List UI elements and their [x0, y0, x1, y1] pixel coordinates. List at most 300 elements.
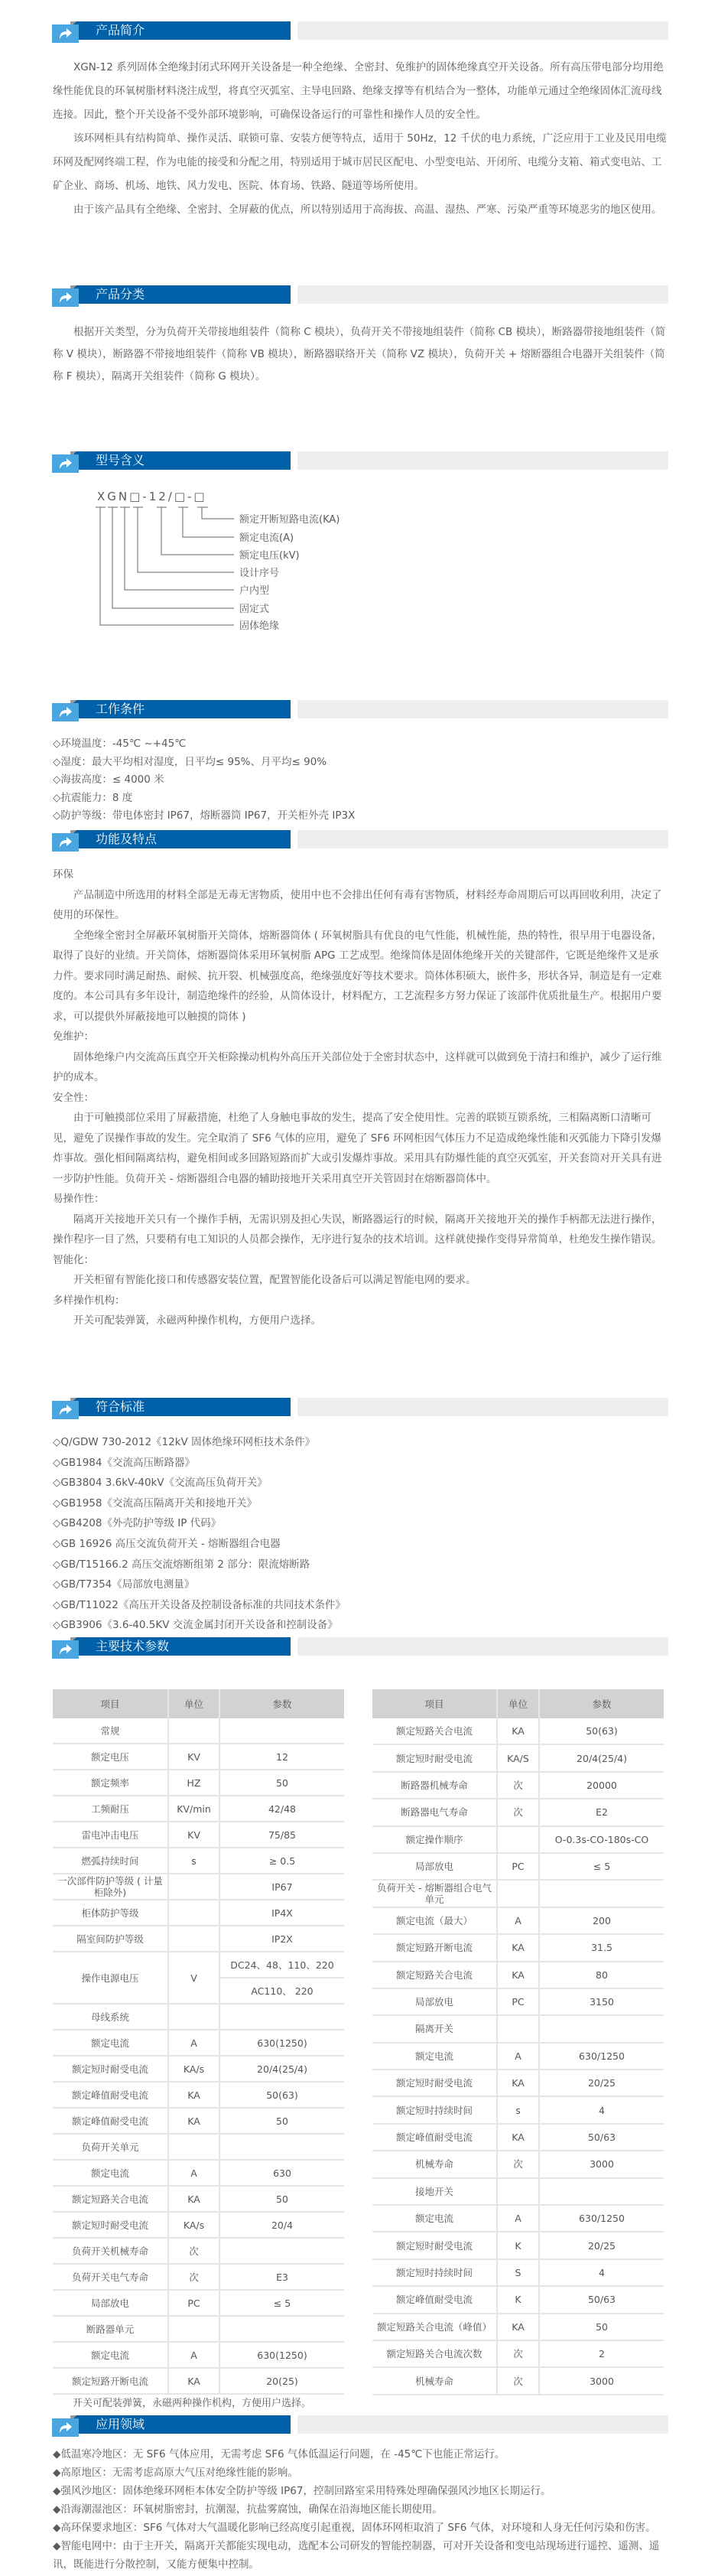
param-item: 额定频率 [53, 1770, 168, 1796]
section-header-intro [0, 21, 718, 44]
table-row [53, 2212, 344, 2238]
table-row [372, 1880, 664, 1907]
param-unit: V [168, 1952, 219, 2004]
col-header-unit: 单位 [168, 1689, 219, 1718]
param-unit: KV [168, 1822, 219, 1848]
filled-diamond-bullet-icon: ◆ [53, 2522, 61, 2534]
table-row [372, 1907, 664, 1934]
condition-item [53, 807, 668, 826]
feature-paragraph: 隔离开关接地开关只有一个操作手柄，无需识别及担心失误，断路器运行的时候，隔离开关接地开关的操作手柄都无法进行操作，操作程序一目了然，只要稍有电工知识的人员都会操作，无序进行复杂的技术培训。这样就使操作变得异常简单，杜绝发生操作错误。 [53, 1213, 662, 1246]
param-value: 20/25 [539, 2232, 664, 2258]
param-value: 31.5 [539, 1934, 664, 1961]
param-item: 母线系统 [53, 2004, 168, 2030]
param-value: 50 [219, 1770, 344, 1796]
table-row [372, 2259, 664, 2286]
param-unit: KA [168, 2108, 219, 2134]
param-item: 额定短路关合电流 [53, 2186, 168, 2212]
header-gray-bar [297, 700, 668, 718]
table-row [53, 1718, 344, 1744]
param-unit: A [497, 2205, 539, 2232]
standard-item [53, 1595, 668, 1616]
table-row [372, 2151, 664, 2177]
application-list [53, 2445, 668, 2574]
param-unit: KA/s [168, 2056, 219, 2082]
application-item [53, 2500, 668, 2519]
standard-item [53, 1513, 668, 1534]
standard-text: GB3906《3.6-40.5KV 交流金属封闭开关设备和控制设备》 [60, 1619, 338, 1632]
param-unit: KA [168, 2368, 219, 2394]
application-text: 高环保要求地区：SF6 气体对大气温暖化影响已经高度引起重视，固体环网柜取消了 SF6 气体，对环境和人身无任何污染和伤害。 [60, 2522, 656, 2534]
table-row [53, 2004, 344, 2030]
table-row [372, 1718, 664, 1744]
param-unit: KA [168, 2186, 219, 2212]
feature-paragraph: 全绝缘全密封全屏蔽环氧树脂开关筒体，熔断器筒体 ( 环氧树脂具有优良的电气性能，机械性能，热的特性，很早用于电器设备，取得了良好的业绩。开关筒体，熔断器筒体采用环氧树脂 APG 工艺成型。绝缘筒体是固体绝缘开关的关键部件，它既是绝缘件又是承力件。要求同时满足耐热、耐候、抗开裂、机械强度高，绝缘强度好等技术要求。筒体体积硕大，嵌件多，形状各异，制造是有一定难度的。本公司具有多年设计，制造绝缘件的经验，从筒体设计，材料配方，工艺流程多方努力保证了该部件优质批量生产。根据用户要求，可以提供外屏蔽接地可以触摸的筒体 ) [53, 929, 662, 1023]
params-note: 开关可配装弹簧，永磁两种操作机构，方便用户选择。 [73, 2398, 312, 2409]
table-row [372, 2124, 664, 2151]
application-item [53, 2519, 668, 2537]
param-unit: 次 [497, 2340, 539, 2367]
table-row [372, 2314, 664, 2340]
table-row [372, 2043, 664, 2070]
header-gray-bar [297, 451, 668, 470]
share-arrow-icon [52, 1401, 79, 1419]
param-value: 20/4(25/4) [539, 1744, 664, 1771]
param-value: 50/63 [539, 2124, 664, 2151]
intro-body [53, 56, 668, 222]
feature-heading: 环保 [53, 868, 73, 881]
condition-text: 海拔高度：≤ 4000 米 [60, 773, 164, 786]
param-value: AC110、 220 [219, 1978, 344, 2004]
param-item: 额定峰值耐受电流 [53, 2082, 168, 2108]
feature-paragraph: 产品制造中所选用的材料全部是无毒无害物质，使用中也不会排出任何有毒有害物质，材料经寿命周期后可以再回收利用，决定了使用的环保性。 [53, 888, 662, 921]
param-item: 柜体防护等级 [53, 1900, 168, 1926]
param-item: 额定短时耐受电流 [372, 2232, 497, 2258]
param-item: 额定峰值耐受电流 [53, 2108, 168, 2134]
section-header-model [0, 451, 718, 474]
condition-text: 环境温度：-45℃ ~+45℃ [60, 738, 187, 750]
table-row [53, 1796, 344, 1822]
application-text: 沿海潮湿池区：环氧树脂密封，抗潮湿，抗盐雾腐蚀，确保在沿海地区能长期使用。 [60, 2503, 443, 2516]
condition-text: 抗震能力：8 度 [60, 791, 133, 804]
standard-item [53, 1493, 668, 1514]
param-unit [168, 2316, 219, 2342]
table-row [372, 1826, 664, 1853]
param-item: 额定操作顺序 [372, 1826, 497, 1853]
param-unit: PC [168, 2290, 219, 2316]
param-unit: 次 [168, 2238, 219, 2264]
condition-item [53, 735, 668, 754]
param-value [219, 2134, 344, 2160]
param-value: 20000 [539, 1772, 664, 1799]
filled-diamond-bullet-icon: ◆ [53, 2485, 61, 2497]
col-header-unit: 单位 [497, 1689, 539, 1718]
param-value: 50 [219, 2186, 344, 2212]
param-value: 80 [539, 1962, 664, 1988]
param-value: 12 [219, 1744, 344, 1770]
section-title: 主要技术参数 [96, 1639, 170, 1653]
model-label: 设计序号 [239, 568, 280, 579]
feature-paragraph: 开关柜留有智能化接口和传感器安装位置，配置智能化设备后可以满足智能电网的要求。 [73, 1274, 476, 1286]
param-value: ≤ 5 [219, 2290, 344, 2316]
param-item: 额定短时耐受电流 [53, 2056, 168, 2082]
standard-text: GB4208《外壳防护等级 IP 代码》 [60, 1517, 222, 1530]
section-header-standards [0, 1398, 718, 1421]
param-item: 隔离开关 [372, 2015, 497, 2042]
table-row [372, 1962, 664, 1988]
application-text: 强风沙地区：固体绝缘环网柜本体安全防护等级 IP67，控制回路室采用特殊处理确保强风沙地区长期运行。 [60, 2485, 551, 2497]
param-value: 20/25 [539, 2070, 664, 2096]
param-value: 50 [539, 2314, 664, 2340]
param-item: 额定电压 [53, 1744, 168, 1770]
table-row [53, 1822, 344, 1848]
model-label: 额定电压(kV) [239, 550, 300, 562]
param-unit: KA [497, 2070, 539, 2096]
param-item: 局部放电 [53, 2290, 168, 2316]
diamond-bullet-icon: ◇ [53, 1578, 61, 1591]
param-unit: KA [497, 2124, 539, 2151]
model-label: 额定开断短路电流(KA) [239, 514, 340, 526]
param-value: E3 [219, 2264, 344, 2290]
section-header-features [0, 830, 718, 853]
param-item: 额定短时耐受电流 [372, 2070, 497, 2096]
standard-item [53, 1534, 668, 1555]
param-unit: PC [497, 1853, 539, 1880]
table-row [53, 1874, 344, 1900]
share-arrow-icon [52, 833, 79, 852]
section-title: 工作条件 [96, 702, 145, 716]
param-value: 630(1250) [219, 2030, 344, 2056]
param-unit: 次 [497, 1799, 539, 1825]
param-item: 额定短时耐受电流 [372, 1744, 497, 1771]
param-item: 额定短时耐受电流 [53, 2212, 168, 2238]
feature-paragraph: 由于可触摸部位采用了屏蔽措施，杜绝了人身触电事故的发生，提高了安全使用性。完善的联锁互锁系统，三相隔离断口清晰可见，避免了误操作事故的发生。完全取消了 SF6 气体的应用，避免了 SF6 环网柜因气体压力不足造成绝缘性能和灭弧能力下降引发爆炸事故。强化相间隔离结构，避免相间或多回路短路而扩大或引发爆炸事故。采用具有防爆性能的真空灭弧室，开关套筒对开关具有进一步防护性能。负荷开关 - 熔断器组合电器的辅助接地开关采用真空开关管固封在熔断器筒体中。 [53, 1112, 662, 1185]
diamond-bullet-icon: ◇ [53, 809, 61, 822]
feature-heading: 多样操作机构： [53, 1294, 125, 1307]
param-value: 3000 [539, 2151, 664, 2177]
param-item: 局部放电 [372, 1853, 497, 1880]
param-value: DC24、48、110、220 [219, 1952, 344, 1978]
standard-text: GB1958《交流高压隔离开关和接地开关》 [60, 1496, 257, 1509]
diamond-bullet-icon: ◇ [53, 755, 61, 768]
param-unit: KA [497, 1962, 539, 1988]
param-value: 42/48 [219, 1796, 344, 1822]
param-item: 额定短路关合电流次数 [372, 2340, 497, 2367]
header-gray-bar [297, 2415, 668, 2434]
param-item: 额定电流 [372, 2043, 497, 2070]
model-label: 固体绝缘 [239, 620, 280, 632]
param-unit: 次 [168, 2264, 219, 2290]
param-value: ≥ 0.5 [219, 1848, 344, 1874]
standard-item [53, 1615, 668, 1636]
param-value [219, 2316, 344, 2342]
param-unit: KA [497, 2314, 539, 2340]
table-row [372, 2178, 664, 2205]
param-unit: KA/s [168, 2212, 219, 2238]
param-unit [497, 2178, 539, 2205]
param-value: 630/1250 [539, 2043, 664, 2070]
param-unit [497, 2015, 539, 2042]
param-value: 75/85 [219, 1822, 344, 1848]
param-item: 局部放电 [372, 1988, 497, 2015]
intro-paragraph: 该环网柜具有结构简单、操作灵活、联锁可靠、安装方便等特点，适用于 50Hz，12 千伏的电力系统，广泛应用于工业及民用电缆环网及配网终端工程，作为电能的接受和分配之用，特别适用于城市居民区配电、小型变电站、开闭所、电缆分支箱、箱式变电站、工矿企业、商场、机场、地铁、风力发电、医院、体育场、铁路、隧道等场所使用。 [53, 132, 667, 192]
diamond-bullet-icon: ◇ [53, 791, 61, 804]
share-arrow-icon [52, 454, 79, 473]
diamond-bullet-icon: ◇ [53, 773, 61, 786]
application-item [53, 2464, 668, 2482]
param-unit [497, 1826, 539, 1853]
param-item: 负荷开关 - 熔断器组合电气单元 [372, 1880, 497, 1907]
param-value [539, 1880, 664, 1907]
param-item: 额定峰值耐受电流 [372, 2124, 497, 2151]
share-arrow-icon [52, 24, 79, 43]
param-unit [168, 2004, 219, 2030]
model-code-diagram [0, 482, 718, 635]
diamond-bullet-icon: ◇ [53, 1496, 61, 1509]
param-item: 额定电流（最大） [372, 1907, 497, 1934]
param-unit: A [497, 1907, 539, 1934]
param-item: 额定电流 [53, 2030, 168, 2056]
share-arrow-icon [52, 703, 79, 721]
diamond-bullet-icon: ◇ [53, 738, 61, 750]
condition-item [53, 754, 668, 772]
param-value [219, 2004, 344, 2030]
param-item: 雷电冲击电压 [53, 1822, 168, 1848]
param-item: 额定短路关合电流 [372, 1962, 497, 1988]
table-row [53, 2368, 344, 2394]
param-unit: K [497, 2232, 539, 2258]
diamond-bullet-icon: ◇ [53, 1619, 61, 1632]
table-row [372, 1934, 664, 1961]
model-label: 额定电流(A) [239, 532, 294, 544]
table-row [372, 2205, 664, 2232]
param-unit: A [168, 2030, 219, 2056]
application-text: 智能电网中：由于主开关，隔离开关都能实现电动，选配本公司研发的智能控制器，可对开关设备和变电站现场进行遥控、遥测、遥讯，既能进行分散控制，又能方便集中控制。 [53, 2540, 660, 2571]
table-row [372, 2340, 664, 2367]
param-item: 额定电流 [372, 2205, 497, 2232]
params-table-left [53, 1689, 344, 2395]
param-value: 4 [539, 2096, 664, 2123]
table-row [372, 2015, 664, 2042]
col-header-item: 项目 [372, 1689, 497, 1718]
param-value: 20/4 [219, 2212, 344, 2238]
param-item: 额定电流 [53, 2342, 168, 2368]
param-unit: A [168, 2342, 219, 2368]
param-unit: s [497, 2096, 539, 2123]
share-arrow-icon [52, 288, 79, 307]
feature-heading: 免维护： [53, 1031, 94, 1043]
params-table-right [372, 1689, 664, 2395]
table-row [53, 2082, 344, 2108]
param-unit: KV/min [168, 1796, 219, 1822]
table-row [53, 2316, 344, 2342]
param-unit: 次 [497, 2151, 539, 2177]
table-row [372, 1853, 664, 1880]
intro-paragraph: 由于该产品具有全绝缘、全密封、全屏蔽的优点，所以特别适用于高海拔、高温、湿热、严寒、污染严重等环境恶劣的地区使用。 [73, 204, 662, 216]
param-unit: S [497, 2259, 539, 2286]
table-row [53, 2160, 344, 2186]
param-unit: PC [497, 1988, 539, 2015]
standard-text: GB/T7354《局部放电测量》 [60, 1578, 195, 1591]
param-item: 额定峰值耐受电流 [372, 2286, 497, 2313]
table-row [53, 2238, 344, 2264]
param-item: 负荷开关单元 [53, 2134, 168, 2160]
param-value: 630/1250 [539, 2205, 664, 2232]
param-value [539, 2015, 664, 2042]
param-value: 3000 [539, 2367, 664, 2394]
table-row [372, 1772, 664, 1799]
param-value: 4 [539, 2259, 664, 2286]
param-value: 50 [219, 2108, 344, 2134]
section-header-conditions [0, 700, 718, 723]
header-gray-bar [297, 285, 668, 304]
param-value [539, 2178, 664, 2205]
table-row [53, 2030, 344, 2056]
filled-diamond-bullet-icon: ◆ [53, 2540, 61, 2552]
table-row [53, 2134, 344, 2160]
features-body [53, 865, 668, 1331]
table-row [372, 2367, 664, 2394]
param-item: 一次部件防护等级 ( 计量柜除外) [53, 1874, 168, 1900]
standard-text: GB/T15166.2 高压交流熔断组第 2 部分：限流熔断路 [60, 1558, 310, 1571]
param-unit [168, 1874, 219, 1900]
table-row [372, 2070, 664, 2096]
application-text: 高原地区：无需考虑高原大气压对绝缘性能的影响。 [60, 2467, 298, 2479]
standard-item [53, 1432, 668, 1453]
param-unit: A [497, 2043, 539, 2070]
model-label: 固定式 [239, 604, 270, 615]
param-unit: 次 [497, 2367, 539, 2394]
param-unit [168, 1900, 219, 1926]
param-unit: KA [497, 1718, 539, 1744]
param-unit: KV [168, 1744, 219, 1770]
share-arrow-icon [52, 2418, 79, 2437]
section-header-classification [0, 285, 718, 308]
table-row [53, 2290, 344, 2316]
param-unit: s [168, 1848, 219, 1874]
param-unit [168, 1718, 219, 1744]
param-value: 2 [539, 2340, 664, 2367]
param-value: 3150 [539, 1988, 664, 2015]
share-arrow-icon [52, 1640, 79, 1659]
filled-diamond-bullet-icon: ◆ [53, 2503, 61, 2516]
table-row [372, 2286, 664, 2313]
section-header-params [0, 1637, 718, 1660]
param-value: ≤ 5 [539, 1853, 664, 1880]
filled-diamond-bullet-icon: ◆ [53, 2448, 61, 2460]
table-row [53, 2108, 344, 2134]
param-value [219, 2238, 344, 2264]
standard-text: GB3804 3.6kV-40kV《交流高压负荷开关》 [60, 1477, 268, 1490]
param-item: 燃弧持续时间 [53, 1848, 168, 1874]
diagram-lines [96, 507, 234, 625]
application-text: 低温寒冷地区：无 SF6 气体应用，无需考虑 SF6 气体低温运行问题，在 -45℃下也能正常运行。 [60, 2448, 505, 2460]
param-value: 200 [539, 1907, 664, 1934]
intro-paragraph: XGN-12 系列固体全绝缘封闭式环网开关设备是一种全绝缘、全密封、免维护的固体绝缘真空开关设备。所有高压带电部分均用绝缘性能优良的环氧树脂材料浇注成型，将真空灭弧室、主导电回路、绝缘支撑等有机结合为一整体，功能单元通过全绝缘固体汇流母线连接。因此，整个开关设备不受外部环境影响，可确保设备运行的可靠性和操作人员的安全性。 [53, 61, 664, 121]
filled-diamond-bullet-icon: ◆ [53, 2467, 61, 2479]
diamond-bullet-icon: ◇ [53, 1558, 61, 1571]
model-label: 户内型 [239, 585, 270, 597]
param-unit [168, 2134, 219, 2160]
table-row [53, 1900, 344, 1926]
param-item: 断路器单元 [53, 2316, 168, 2342]
param-value: IP67 [219, 1874, 344, 1900]
diamond-bullet-icon: ◇ [53, 1436, 61, 1448]
col-header-value: 参数 [539, 1689, 664, 1718]
application-item [53, 2445, 668, 2464]
param-item: 额定短路开断电流 [372, 1934, 497, 1961]
table-row [53, 2264, 344, 2290]
condition-item [53, 771, 668, 790]
diamond-bullet-icon: ◇ [53, 1537, 61, 1550]
condition-item [53, 790, 668, 808]
table-row [372, 1988, 664, 2015]
param-unit [497, 1880, 539, 1907]
table-row [53, 1952, 344, 1978]
param-item: 额定电流 [53, 2160, 168, 2186]
section-title: 产品简介 [96, 23, 145, 37]
standard-text: GB 16926 高压交流负荷开关 - 熔断器组合电器 [60, 1537, 281, 1550]
param-item: 工频耐压 [53, 1796, 168, 1822]
section-title: 型号含义 [96, 453, 145, 467]
header-gray-bar [297, 21, 668, 40]
param-unit: KA [168, 2082, 219, 2108]
section-title: 功能及特点 [96, 832, 158, 846]
param-value: E2 [539, 1799, 664, 1825]
header-gray-bar [297, 1637, 668, 1656]
param-item: 机械寿命 [372, 2151, 497, 2177]
param-item: 隔室间防护等级 [53, 1926, 168, 1952]
section-title: 应用领域 [96, 2417, 145, 2431]
param-value: 50(63) [219, 2082, 344, 2108]
table-row [372, 1744, 664, 1771]
standard-text: GB/T11022《高压开关设备及控制设备标准的共同技术条件》 [60, 1598, 346, 1611]
param-item: 操作电源电压 [53, 1952, 168, 2004]
diamond-bullet-icon: ◇ [53, 1598, 61, 1611]
conditions-list [53, 735, 668, 826]
application-item [53, 2537, 668, 2574]
param-unit: A [168, 2160, 219, 2186]
param-item: 接地开关 [372, 2178, 497, 2205]
param-value: 20(25) [219, 2368, 344, 2394]
param-item: 负荷开关电气寿命 [53, 2264, 168, 2290]
col-header-value: 参数 [219, 1689, 344, 1718]
param-item: 额定短时持续时间 [372, 2259, 497, 2286]
param-value: 630 [219, 2160, 344, 2186]
application-item [53, 2482, 668, 2500]
classification-paragraph: 根据开关类型，分为负荷开关带接地组装件（简称 C 模块），负荷开关不带接地组装件（简称 CB 模块），断路器带接地组装件（简称 V 模块），断路器不带接地组装件（简称 VB 模块），断路器联络开关（简称 VZ 模块），负荷开关 + 熔断器组合电器开关组装件（简称 F 模块），隔离开关组装件（简称 G 模块）。 [53, 326, 666, 383]
diamond-bullet-icon: ◇ [53, 1517, 61, 1530]
condition-text: 防护等级：带电体密封 IP67，熔断器筒 IP67，开关柜外壳 IP3X [60, 809, 356, 822]
feature-heading: 智能化： [53, 1253, 94, 1266]
diamond-bullet-icon: ◇ [53, 1456, 61, 1469]
condition-text: 湿度：最大平均相对湿度，日平均≤ 95%、月平均≤ 90% [60, 755, 327, 768]
param-value: 50(63) [539, 1718, 664, 1744]
param-item: 额定短路关合电流（峰值） [372, 2314, 497, 2340]
param-value: O-0.3s-CO-180s-CO [539, 1826, 664, 1853]
param-item: 机械寿命 [372, 2367, 497, 2394]
param-unit: HZ [168, 1770, 219, 1796]
param-item: 常规 [53, 1718, 168, 1744]
standard-item [53, 1473, 668, 1493]
feature-heading: 安全性： [53, 1091, 94, 1104]
standard-item [53, 1555, 668, 1575]
table-row [372, 2232, 664, 2258]
param-item: 负荷开关机械寿命 [53, 2238, 168, 2264]
standard-item [53, 1575, 668, 1595]
param-value [219, 1718, 344, 1744]
standard-item [53, 1453, 668, 1474]
param-unit: 次 [497, 1772, 539, 1799]
